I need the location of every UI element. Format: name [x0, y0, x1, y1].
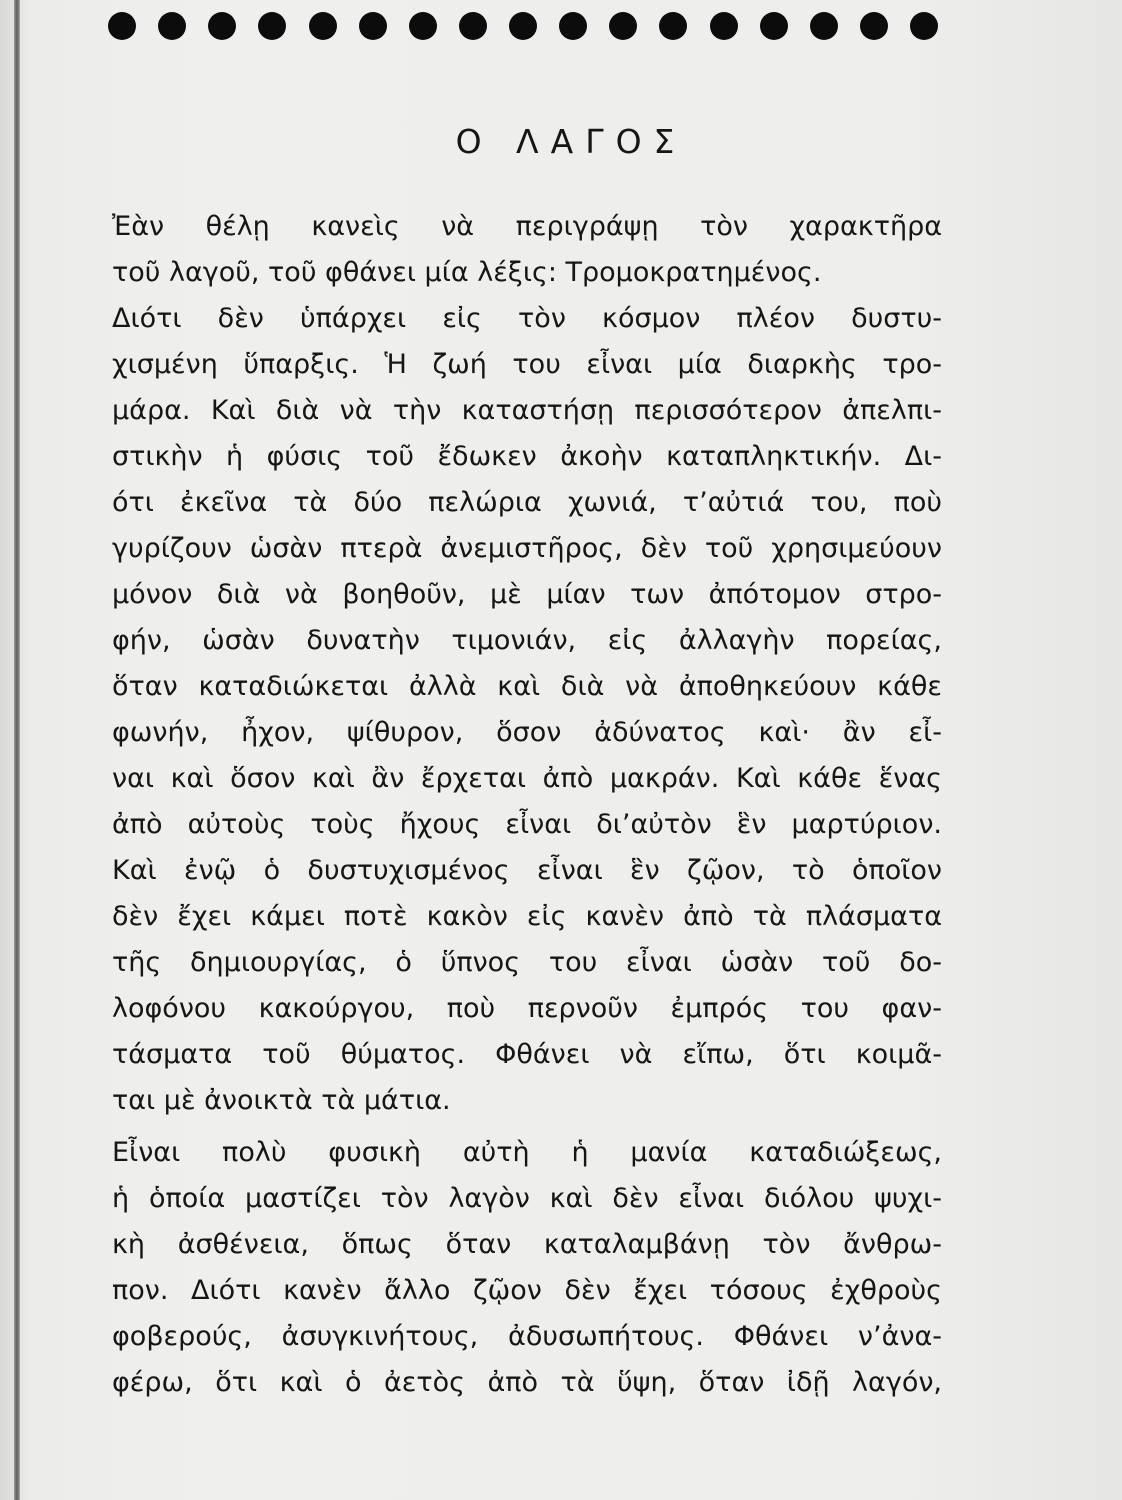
text-line: ται μὲ ἀνοικτὰ τὰ μάτια. [112, 1085, 451, 1116]
text-line: ἀπὸ αὐτοὺς τοὺς ἤχους εἶναι δι’αὐτὸν ἓν μαρτύριον. [112, 809, 942, 840]
text-line: μάρα. Καὶ διὰ νὰ τὴν καταστήσῃ περισσότερον ἀπελπι- [112, 395, 942, 426]
text-line: μόνον διὰ νὰ βοηθοῦν, μὲ μίαν των ἀπότομον στρο- [112, 579, 942, 610]
page-title: Ο ΛΑΓΟΣ [455, 122, 687, 161]
text-line: Καὶ ἐνῷ ὁ δυστυχισμένος εἶναι ἓν ζῷον, τὸ ὁποῖον [112, 855, 942, 886]
ornament-dot [158, 12, 186, 40]
page-binding-edge [14, 0, 20, 1500]
ornament-dot [710, 12, 738, 40]
decorative-dot-border [108, 9, 938, 43]
text-line: ἡ ὁποία μαστίζει τὸν λαγὸν καὶ δὲν εἶναι διόλου ψυχι- [112, 1183, 942, 1214]
text-line: πον. Διότι κανὲν ἄλλο ζῷον δὲν ἔχει τόσους ἐχθροὺς [112, 1275, 942, 1306]
ornament-dot [208, 12, 236, 40]
text-line: δὲν ἔχει κάμει ποτὲ κακὸν εἰς κανὲν ἀπὸ τὰ πλάσματα [112, 901, 942, 932]
ornament-dot [910, 12, 938, 40]
ornament-dot [409, 12, 437, 40]
ornament-dot [459, 12, 487, 40]
text-line: ότι ἐκεῖνα τὰ δύο πελώρια χωνιά, τ’αὐτιά του, ποὺ [112, 487, 942, 518]
text-line: στικὴν ἡ φύσις τοῦ ἔδωκεν ἀκοὴν καταπληκτικήν. Δι- [112, 441, 942, 472]
text-line: τάσματα τοῦ θύματος. Φθάνει νὰ εἴπω, ὅτι κοιμᾶ- [112, 1039, 942, 1070]
ornament-dot [659, 12, 687, 40]
ornament-dot [559, 12, 587, 40]
ornament-dot [810, 12, 838, 40]
ornament-dot [860, 12, 888, 40]
text-line: τῆς δημιουργίας, ὁ ὕπνος του εἶναι ὡσὰν τοῦ δο- [112, 947, 942, 978]
text-line: ναι καὶ ὅσον καὶ ἂν ἔρχεται ἀπὸ μακράν. Καὶ κάθε ἕνας [112, 763, 942, 794]
text-line: φωνήν, ἦχον, ψίθυρον, ὅσον ἀδύνατος καὶ· ἂν εἶ- [112, 717, 942, 748]
text-line: ὅταν καταδιώκεται ἀλλὰ καὶ διὰ νὰ ἀποθηκεύουν κάθε [112, 671, 942, 702]
text-line: κὴ ἀσθένεια, ὅπως ὅταν καταλαμβάνῃ τὸν ἄνθρω- [112, 1229, 942, 1260]
text-line: φοβερούς, ἀσυγκινήτους, ἀδυσωπήτους. Φθάνει ν’ἀνα- [112, 1321, 942, 1352]
ornament-dot [108, 12, 136, 40]
text-line: γυρίζουν ὡσὰν πτερὰ ἀνεμιστῆρος, δὲν τοῦ χρησιμεύουν [112, 533, 942, 564]
ornament-dot [359, 12, 387, 40]
text-line: Ἐὰν θέλῃ κανεὶς νὰ περιγράψῃ τὸν χαρακτῆρα [112, 211, 942, 242]
body-text [112, 204, 942, 1406]
ornament-dot [760, 12, 788, 40]
text-line: τοῦ λαγοῦ, τοῦ φθάνει μία λέξις: Τρομοκρατημένος. [112, 257, 822, 288]
text-line: χισμένη ὕπαρξις. Ἡ ζωή του εἶναι μία διαρκὴς τρο- [112, 349, 942, 380]
ornament-dot [258, 12, 286, 40]
text-line: Εἶναι πολὺ φυσικὴ αὐτὴ ἡ μανία καταδιώξεως, [112, 1137, 942, 1168]
ornament-dot [609, 12, 637, 40]
ornament-dot [509, 12, 537, 40]
text-line: λοφόνου κακούργου, ποὺ περνοῦν ἐμπρός του φαν- [112, 993, 942, 1024]
text-line: φήν, ὡσὰν δυνατὴν τιμονιάν, εἰς ἀλλαγὴν πορείας, [112, 625, 942, 656]
ornament-dot [309, 12, 337, 40]
text-line: φέρω, ὅτι καὶ ὁ ἀετὸς ἀπὸ τὰ ὕψη, ὅταν ἰδῇ λαγόν, [112, 1367, 942, 1398]
text-line: Διότι δὲν ὑπάρχει εἰς τὸν κόσμον πλέον δυστυ- [112, 303, 942, 334]
